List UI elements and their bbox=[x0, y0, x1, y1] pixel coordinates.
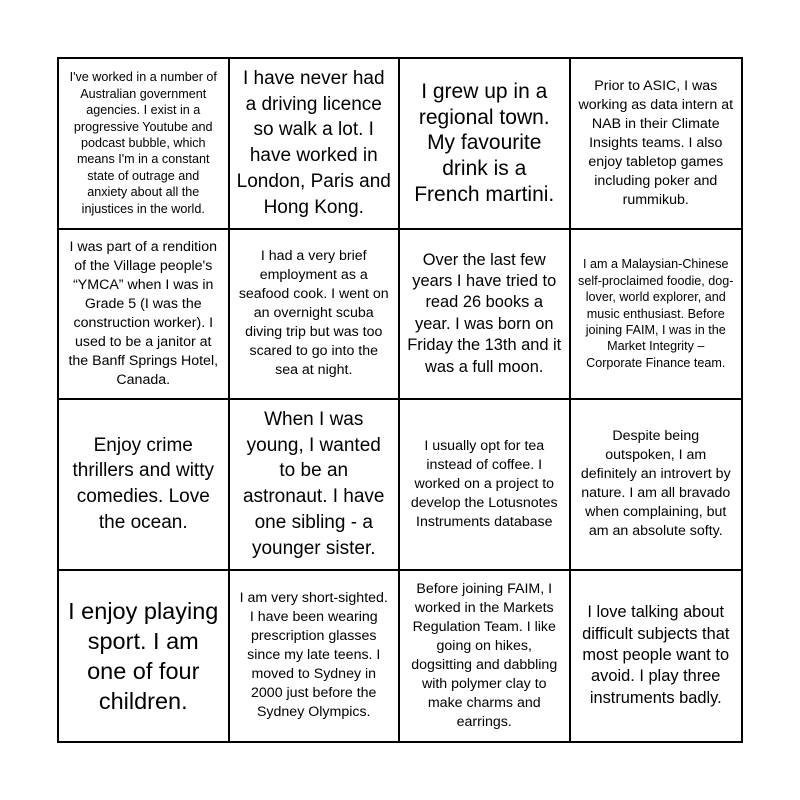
bingo-cell-r3c2[interactable] bbox=[230, 400, 401, 571]
bingo-cell-r4c1[interactable] bbox=[59, 571, 230, 742]
bingo-cell-text: I love talking about difficult subjects that most people want to avoid. I play three instruments badly. bbox=[582, 603, 730, 707]
bingo-cell-text: Before joining FAIM, I worked in the Markets Regulation Team. I like going on hikes, dogsitting and dabbling with polymer clay to make charms and earrings. bbox=[411, 580, 558, 730]
bingo-cell-r1c1[interactable] bbox=[59, 59, 230, 230]
bingo-cell-r1c2[interactable] bbox=[230, 59, 401, 230]
bingo-cell-r4c3[interactable] bbox=[400, 571, 571, 742]
bingo-cell-r3c4[interactable] bbox=[571, 400, 742, 571]
bingo-cell-text: I am very short-sighted. I have been wearing prescription glasses since my late teens. I moved to Sydney in 2000 just before the Sydney Olympics. bbox=[239, 590, 388, 721]
bingo-cell-r2c4[interactable] bbox=[571, 230, 742, 401]
bingo-cell-text: Prior to ASIC, I was working as data intern at NAB in their Climate Insights teams. I also enjoy tabletop games including poker and rummikub. bbox=[578, 77, 734, 208]
bingo-cell-text: Despite being outspoken, I am definitely an introvert by nature. I am all bravado when complaining, but am an absolute softy. bbox=[580, 428, 731, 540]
bingo-cell-text: I enjoy playing sport. I am one of four children. bbox=[68, 597, 219, 714]
bingo-cell-text: Over the last few years I have tried to read 26 books a year. I was born on Friday the 13th and it was a full moon. bbox=[407, 250, 562, 376]
bingo-cell-r2c3[interactable] bbox=[400, 230, 571, 401]
bingo-cell-text: Enjoy crime thrillers and witty comedies. Love the ocean. bbox=[72, 434, 214, 534]
bingo-cell-text: I have never had a driving licence so walk a lot. I have worked in London, Paris and Hong Kong. bbox=[236, 67, 391, 218]
bingo-cell-r4c4[interactable] bbox=[571, 571, 742, 742]
bingo-cell-r3c1[interactable] bbox=[59, 400, 230, 571]
bingo-cell-r1c4[interactable] bbox=[571, 59, 742, 230]
bingo-cell-text: I've worked in a number of Australian government agencies. I exist in a progressive Youtube and podcast bubble, which means I'm in a constant state of outrage and anxiety about all the injustices in the world. bbox=[69, 70, 217, 216]
bingo-cell-r1c3[interactable] bbox=[400, 59, 571, 230]
bingo-cell-text: When I was young, I wanted to be an astronaut. I have one sibling - a younger sister. bbox=[242, 408, 385, 559]
bingo-cell-r4c2[interactable] bbox=[230, 571, 401, 742]
bingo-cell-text: I am a Malaysian-Chinese self-proclaimed foodie, dog-lover, world explorer, and music enthusiast. Before joining FAIM, I was in the Market Integrity – Corporate Finance team. bbox=[578, 257, 734, 370]
bingo-card-grid bbox=[57, 57, 743, 743]
bingo-cell-text: I grew up in a regional town. My favourite drink is a French martini. bbox=[414, 79, 555, 206]
bingo-cell-r2c1[interactable] bbox=[59, 230, 230, 401]
bingo-cell-r2c2[interactable] bbox=[230, 230, 401, 401]
bingo-cell-text: I usually opt for tea instead of coffee. I worked on a project to develop the Lotusnotes Instruments database bbox=[410, 437, 558, 530]
bingo-cell-r3c3[interactable] bbox=[400, 400, 571, 571]
bingo-cell-text: I had a very brief employment as a seafood cook. I went on an overnight scuba diving trip but was too scared to go into the sea at night. bbox=[238, 248, 389, 379]
bingo-cell-text: I was part of a rendition of the Village people's “YMCA” when I was in Grade 5 (I was the construction worker). I used to be a janitor at the Banff Springs Hotel, Canada. bbox=[68, 238, 219, 388]
